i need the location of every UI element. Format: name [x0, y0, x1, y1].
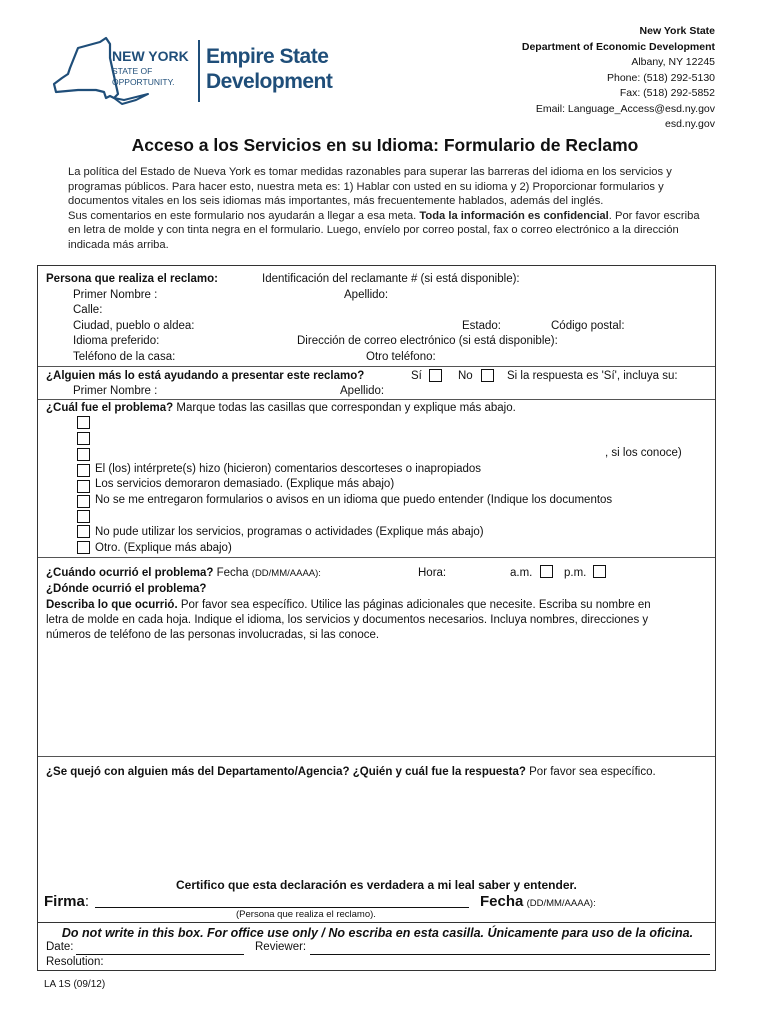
email-field[interactable]: Dirección de correo electrónico (si está disponible): [297, 335, 558, 347]
problem-docs-label: No se me entregaron formularios o avisos en un idioma que puedo entender (Indique los documentos [95, 494, 613, 506]
intro-p2-b: . Por favor escriba en letra de molde y con tinta negra en el formulario. Luego, envíelo por correo postal, fax o correo electrónico a la dirección indicada más arriba. [68, 209, 700, 251]
fecha-label-line [480, 893, 596, 910]
agency-address [522, 24, 715, 133]
intro-paragraph-1: La política del Estado de Nueva York es tomar medidas razonables para superar las barreras del idioma en los servicios y programas públicos. Para hacer esto, nuestra meta es: 1) Hablar con usted en su idioma y 2) Proporcionar formularios y documentos vitales en los seis idiomas más importantes, más frecuentemente hablados, además del inglés. [68, 166, 672, 207]
describe-heading: Describa lo que ocurrió. [46, 599, 178, 611]
helper-yes-checkbox[interactable] [429, 369, 442, 382]
address-email: Email: Language_Access@esd.ny.gov [535, 102, 715, 115]
helper-no-checkbox[interactable] [481, 369, 494, 382]
am-label: a.m. [510, 567, 533, 579]
am-checkbox[interactable] [540, 565, 553, 578]
esd-logo-line1: Empire State [206, 45, 329, 68]
time-field[interactable]: Hora: [418, 567, 447, 579]
nys-logo-line3: OPPORTUNITY. [112, 77, 175, 87]
certify-statement: Certifico que esta declaración es verdadera a mi leal saber y entender. [176, 878, 577, 892]
intro-text [68, 165, 708, 252]
describe-line1 [46, 599, 651, 611]
divider [38, 557, 715, 558]
problem-rude-checkbox[interactable] [77, 464, 90, 477]
firma-label-line [44, 893, 89, 910]
problem-docs-checkbox[interactable] [77, 495, 90, 508]
pm-checkbox[interactable] [593, 565, 606, 578]
office-reviewer-line [310, 954, 710, 955]
problem-unable-checkbox[interactable] [77, 525, 90, 538]
problem-if-known: , si los conoce) [605, 447, 682, 459]
pm-label: p.m. [564, 567, 587, 579]
city-field[interactable]: Ciudad, pueblo o aldea: [73, 320, 195, 332]
nys-logo [48, 36, 198, 106]
problem-other-checkbox[interactable] [77, 541, 90, 554]
problem-question-line [46, 402, 516, 414]
problem-instruction: Marque todas las casillas que correspondan y explique más abajo. [176, 402, 516, 414]
where-question[interactable]: ¿Dónde ocurrió el problema? [46, 583, 207, 595]
date-label: Fecha [216, 567, 249, 579]
problem-question: ¿Cuál fue el problema? [46, 402, 174, 414]
logo-divider [198, 40, 200, 102]
office-date-line [76, 954, 244, 955]
divider [38, 756, 715, 757]
nys-logo-line1: NEW YORK [112, 48, 189, 64]
fecha-format: (DD/MM/AAAA): [526, 898, 596, 909]
address-website: esd.ny.gov [664, 118, 715, 130]
fecha-label: Fecha [480, 893, 524, 910]
signature-person-note: (Persona que realiza el reclamo). [236, 909, 376, 920]
problem-checkbox-2[interactable] [77, 432, 90, 445]
person-heading: Persona que realiza el reclamo: [46, 273, 218, 285]
problem-delay-checkbox[interactable] [77, 480, 90, 493]
describe-line3: números de teléfono de las personas involucradas, si las conoce. [46, 629, 380, 641]
form-id: LA 1S (09/12) [44, 979, 106, 990]
intro-confidential: Toda la información es confidencial [419, 209, 609, 222]
complaint-other-line [46, 766, 656, 778]
helper-first-name-field[interactable]: Primer Nombre : [73, 385, 158, 397]
signature-line[interactable] [95, 907, 469, 908]
esd-logo-line2: Development [206, 70, 333, 93]
divider [38, 366, 715, 367]
office-date-field[interactable]: Date: [46, 941, 74, 953]
address-line1: New York State [639, 25, 715, 37]
date-format: (DD/MM/AAAA): [251, 568, 321, 579]
problem-delay-label: Los servicios demoraron demasiado. (Explique más abajo) [95, 478, 395, 490]
divider [38, 922, 715, 923]
intro-paragraph-2 [68, 209, 708, 253]
address-line3: Albany, NY 12245 [631, 56, 715, 68]
describe-text1: Por favor sea específico. Utilice las páginas adicionales que necesite. Escriba su nombre en [177, 599, 651, 611]
office-resolution-field[interactable]: Resolution: [46, 956, 104, 968]
address-phone: Phone: (518) 292-5130 [607, 71, 715, 84]
helper-no-label: No [458, 370, 473, 382]
home-phone-field[interactable]: Teléfono de la casa: [73, 351, 176, 363]
complaint-other-note: Por favor sea específico. [525, 766, 656, 778]
office-use-notice: Do not write in this box. For office use only / No escriba en esta casilla. Únicamente para uso de la oficina. [61, 926, 694, 940]
firma-colon: : [84, 893, 90, 910]
page-title: Acceso a los Servicios en su Idioma: Formulario de Reclamo [131, 135, 639, 155]
when-question: ¿Cuándo ocurrió el problema? [46, 567, 214, 579]
intro-p2-a: Sus comentarios en este formulario nos ayudarán a llegar a esa meta. [68, 209, 420, 222]
last-name-field[interactable]: Apellido: [344, 289, 389, 301]
helper-yes-label: Sí [411, 370, 422, 382]
complaint-other-answer-area[interactable] [46, 784, 706, 868]
language-field[interactable]: Idioma preferido: [73, 335, 160, 347]
address-line2: Department of Economic Development [521, 40, 715, 53]
firma-label: Firma [44, 893, 85, 910]
problem-unable-label: No pude utilizar los servicios, programas o actividades (Explique más abajo) [95, 526, 484, 538]
describe-answer-area[interactable] [46, 646, 706, 752]
zip-field[interactable]: Código postal: [551, 320, 625, 332]
when-question-line [46, 567, 321, 579]
claimant-id-field[interactable]: Identificación del reclamante # (si está disponible): [262, 273, 520, 285]
other-phone-field[interactable]: Otro teléfono: [366, 351, 436, 363]
helper-last-name-field[interactable]: Apellido: [340, 385, 385, 397]
complaint-other-question: ¿Se quejó con alguien más del Departamento/Agencia? ¿Quién y cuál fue la respuesta? [46, 766, 526, 778]
address-fax: Fax: (518) 292-5852 [619, 87, 715, 99]
complaint-form [37, 265, 716, 971]
problem-checkbox-3[interactable] [77, 448, 90, 461]
problem-checkbox-1[interactable] [77, 416, 90, 429]
helper-if-yes: Si la respuesta es 'Sí', incluya su: [507, 370, 678, 382]
divider [38, 399, 715, 400]
office-reviewer-field[interactable]: Reviewer: [255, 941, 307, 953]
helper-question: ¿Alguien más lo está ayudando a presentar este reclamo? [46, 370, 365, 382]
nys-logo-line2: STATE OF [112, 66, 153, 76]
state-field[interactable]: Estado: [462, 320, 501, 332]
street-field[interactable]: Calle: [73, 304, 103, 316]
first-name-field[interactable]: Primer Nombre : [73, 289, 158, 301]
describe-line2: letra de molde en cada hoja. Indique el idioma, los servicios y documentos necesarios. Incluya nombres, direcciones y [46, 614, 649, 626]
problem-docs-checkbox-2[interactable] [77, 510, 90, 523]
problem-rude-label: El (los) intérprete(s) hizo (hicieron) comentarios descorteses o inapropiados [95, 463, 482, 475]
problem-other-label: Otro. (Explique más abajo) [95, 542, 232, 554]
